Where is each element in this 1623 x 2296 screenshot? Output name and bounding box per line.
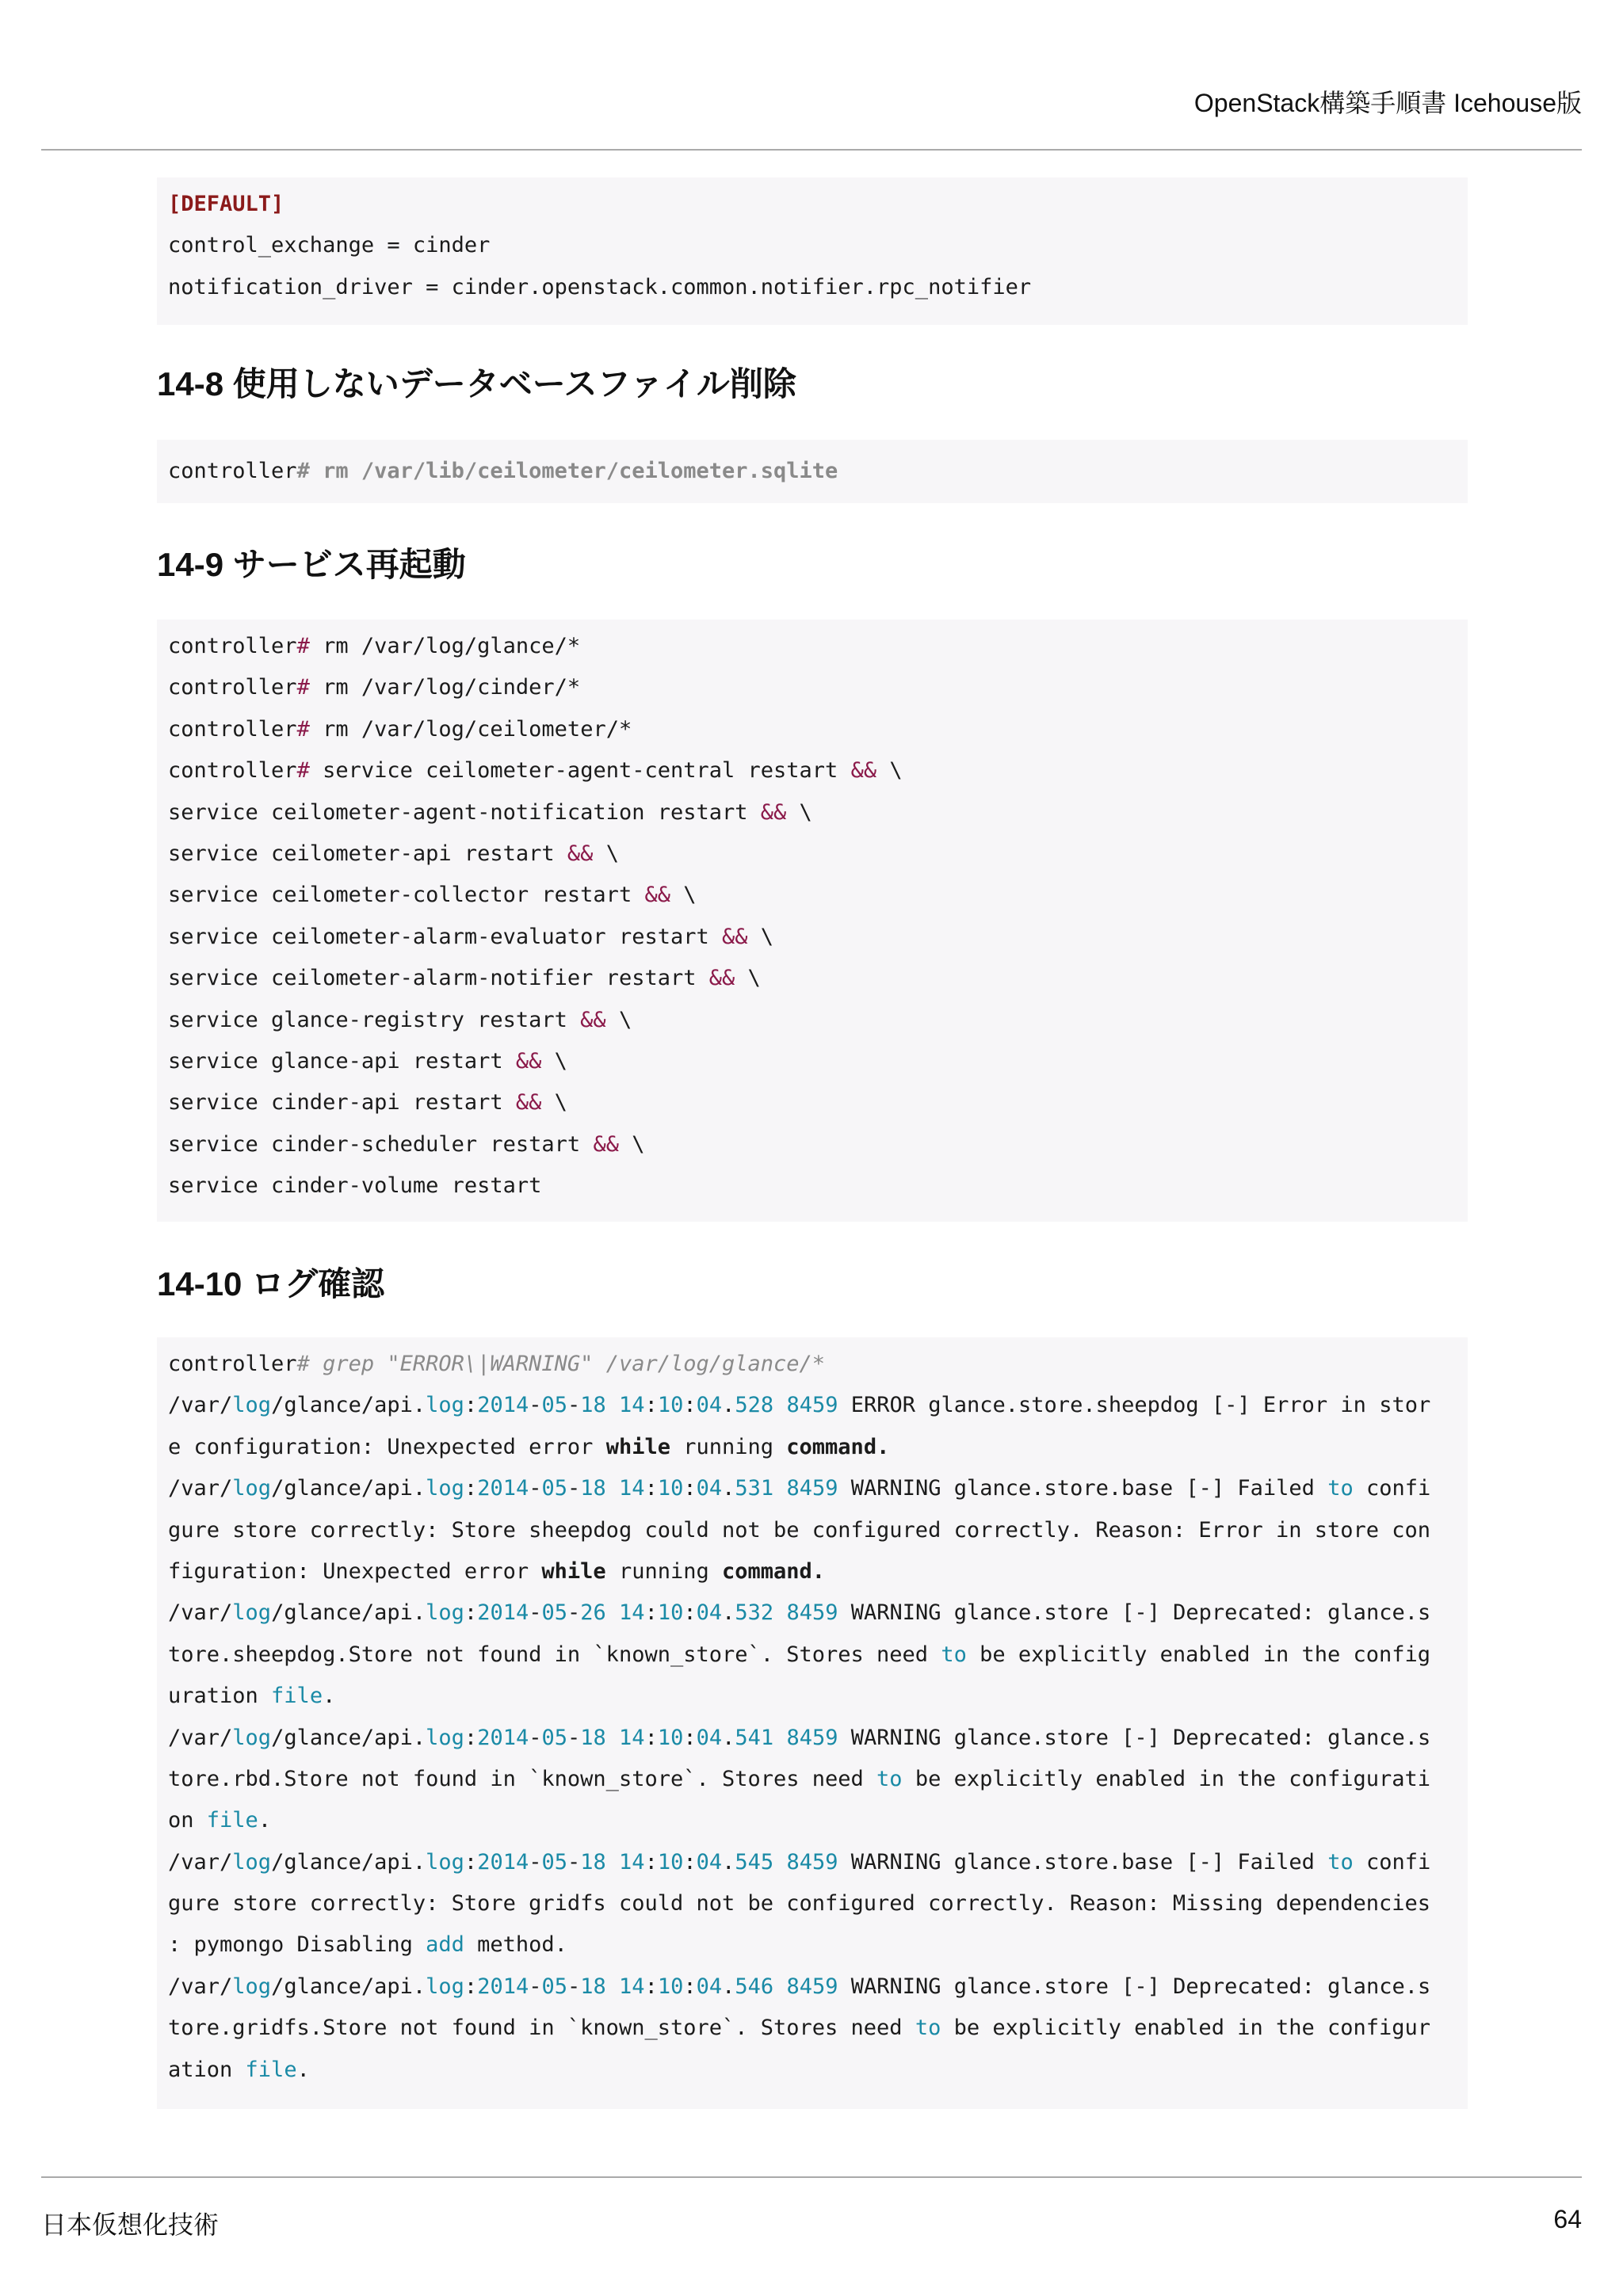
code-line: controller# rm /var/log/cinder/* <box>168 675 581 700</box>
log-line: /var/log/glance/api.log:2014-05-26 14:10:04.532 8459 WARNING glance.store [-] Deprecated: glance.s <box>168 1600 1431 1626</box>
code-line: service cinder-scheduler restart && \ <box>168 1131 645 1157</box>
log-line: /var/log/glance/api.log:2014-05-18 14:10:04.541 8459 WARNING glance.store [-] Deprecated: glance.s <box>168 1725 1431 1750</box>
code-line: figuration: Unexpected error while running command. <box>168 1558 826 1584</box>
code-line: [DEFAULT] <box>168 192 285 216</box>
code-line: e configuration: Unexpected error while running command. <box>168 1434 890 1459</box>
code-line: controller# rm /var/lib/ceilometer/ceilometer.sqlite <box>168 459 838 483</box>
code-block-log <box>157 1337 1468 2109</box>
code-block-config <box>157 177 1468 325</box>
code-line: gure store correctly: Store gridfs could not be configured correctly. Reason: Missing dependencies <box>168 1891 1431 1917</box>
log-line: /var/log/glance/api.log:2014-05-18 14:10:04.531 8459 WARNING glance.store.base [-] Failed to confi <box>168 1476 1431 1501</box>
code-line: control_exchange = cinder <box>168 233 491 258</box>
code-line: ation file. <box>168 2057 310 2082</box>
code-line: controller# rm /var/log/ceilometer/* <box>168 716 632 742</box>
code-line: controller# service ceilometer-agent-central restart && \ <box>168 758 903 784</box>
section-heading-14-9: 14-9 サービス再起動 <box>157 546 466 583</box>
code-line: service glance-registry restart && \ <box>168 1007 632 1032</box>
header-rule <box>41 149 1582 151</box>
code-line: tore.rbd.Store not found in `known_store`. Stores need to be explicitly enabled in the configurati <box>168 1766 1431 1791</box>
footer-company: 日本仮想化技術 <box>41 2210 220 2239</box>
log-line: /var/log/glance/api.log:2014-05-18 14:10:04.545 8459 WARNING glance.store.base [-] Failed to confi <box>168 1849 1431 1875</box>
log-line: /var/log/glance/api.log:2014-05-18 14:10:04.546 8459 WARNING glance.store [-] Deprecated: glance.s <box>168 1974 1431 1999</box>
footer-rule <box>41 2176 1582 2178</box>
code-block-restart <box>157 620 1468 1222</box>
code-line: controller# grep "ERROR\|WARNING" /var/log/glance/* <box>168 1352 826 1376</box>
code-line: service ceilometer-alarm-evaluator restart && \ <box>168 924 774 949</box>
code-line: gure store correctly: Store sheepdog could not be configured correctly. Reason: Error in store con <box>168 1517 1431 1543</box>
code-line: service glance-api restart && \ <box>168 1048 567 1074</box>
log-line: /var/log/glance/api.log:2014-05-18 14:10:04.528 8459 ERROR glance.store.sheepdog [-] Error in stor <box>168 1393 1431 1418</box>
page-number: 64 <box>1553 2205 1582 2233</box>
code-line: service ceilometer-collector restart && \ <box>168 883 697 908</box>
code-line: service cinder-volume restart <box>168 1173 542 1199</box>
code-line: service ceilometer-agent-notification restart && \ <box>168 799 812 825</box>
code-line: on file. <box>168 1808 272 1833</box>
code-block-rm-sqlite <box>157 440 1468 503</box>
code-line: tore.sheepdog.Store not found in `known_store`. Stores need to be explicitly enabled in the config <box>168 1642 1431 1667</box>
code-line: controller# rm /var/log/glance/* <box>168 634 581 658</box>
section-heading-14-8: 14-8 使用しないデータベースファイル削除 <box>157 365 796 402</box>
code-line: : pymongo Disabling add method. <box>168 1932 567 1958</box>
code-line: service ceilometer-api restart && \ <box>168 841 619 866</box>
section-heading-14-10: 14-10 ログ確認 <box>157 1265 385 1302</box>
code-line: service cinder-api restart && \ <box>168 1090 567 1116</box>
code-line: uration file. <box>168 1684 336 1709</box>
code-line: notification_driver = cinder.openstack.common.notifier.rpc_notifier <box>168 274 1032 299</box>
page-header-title: OpenStack構築手順書 Icehouse版 <box>1193 89 1582 117</box>
code-line: service ceilometer-alarm-notifier restart && \ <box>168 966 761 991</box>
code-line: tore.gridfs.Store not found in `known_store`. Stores need to be explicitly enabled in the configur <box>168 2016 1431 2041</box>
